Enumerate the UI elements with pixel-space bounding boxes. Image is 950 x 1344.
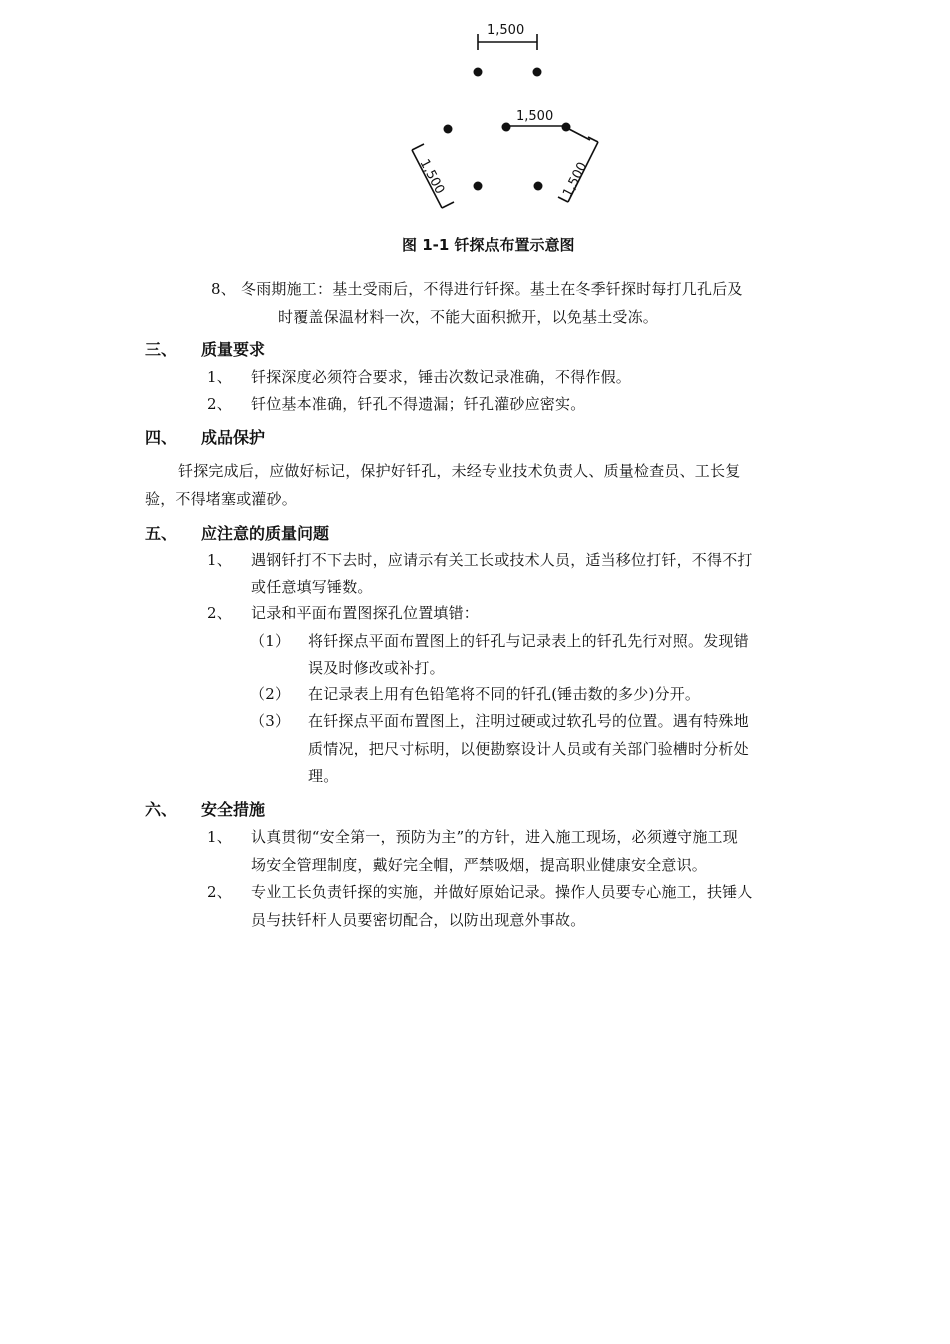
s5-sub-3-line3: 理。 <box>308 767 339 785</box>
probe-point <box>534 182 543 191</box>
section-3-title: 质量要求 <box>201 340 266 359</box>
s3-item-2-text: 钎位基本准确，钎孔不得遗漏；钎孔灌砂应密实。 <box>251 395 586 413</box>
s5-sub-3-number: （3） <box>250 712 291 730</box>
s5-item-1-number: 1、 <box>207 551 232 569</box>
dimension-top-label: 1,500 <box>487 23 525 38</box>
s6-item-1-number: 1、 <box>207 828 232 846</box>
probe-point <box>474 182 483 191</box>
dimension-left-label: 1,500 <box>416 156 448 197</box>
s3-item-1-number: 1、 <box>207 368 232 386</box>
figure-caption: 图 1-1 钎探点布置示意图 <box>402 236 575 254</box>
s5-item-2-text: 记录和平面布置图探孔位置填错： <box>251 604 480 622</box>
item-8-line2: 时覆盖保温材料一次，不能大面积掀开，以免基土受冻。 <box>278 308 659 326</box>
section-4-number: 四、 <box>145 428 178 447</box>
s5-sub-1-line1: 将钎探点平面布置图上的钎孔与记录表上的钎孔先行对照。发现错 <box>308 632 749 650</box>
s6-item-1-line1: 认真贯彻“安全第一，预防为主”的方针，进入施工现场，必须遵守施工现 <box>251 828 738 846</box>
s5-sub-1-line2: 误及时修改或补打。 <box>308 659 445 677</box>
s5-sub-3-line1: 在钎探点平面布置图上，注明过硬或过软孔号的位置。遇有特殊地 <box>308 712 749 730</box>
section-5-title: 应注意的质量问题 <box>201 524 330 543</box>
section-4-title: 成品保护 <box>201 428 266 447</box>
probe-point <box>533 68 542 77</box>
dimension-middle-label: 1,500 <box>516 109 554 124</box>
probe-point <box>562 123 571 132</box>
s4-paragraph-line2: 验，不得堵塞或灌砂。 <box>145 490 298 508</box>
s3-item-2-number: 2、 <box>207 395 232 413</box>
section-6-title: 安全措施 <box>201 800 266 819</box>
section-3-number: 三、 <box>145 340 178 359</box>
item-8-number: 8、 <box>211 280 236 298</box>
s6-item-2-line1: 专业工长负责钎探的实施，并做好原始记录。操作人员要专心施工，扶锤人 <box>251 883 753 901</box>
section-5-number: 五、 <box>145 524 178 543</box>
s5-item-2-number: 2、 <box>207 604 232 622</box>
probe-point <box>502 123 511 132</box>
s5-item-1-line2: 或任意填写锤数。 <box>251 578 373 596</box>
probe-point <box>474 68 483 77</box>
s5-sub-1-number: （1） <box>250 632 291 650</box>
item-8-line1: 冬雨期施工：基土受雨后，不得进行钎探。基土在冬季钎探时每打几孔后及 <box>241 280 743 298</box>
s5-sub-3-line2: 质情况，把尺寸标明，以便勘察设计人员或有关部门验槽时分析处 <box>308 740 749 758</box>
s3-item-1-text: 钎探深度必须符合要求，锤击次数记录准确，不得作假。 <box>251 368 632 386</box>
probe-layout-diagram <box>380 10 640 215</box>
s5-sub-2-number: （2） <box>250 685 291 703</box>
s6-item-2-line2: 员与扶钎杆人员要密切配合，以防出现意外事故。 <box>251 911 586 929</box>
s5-sub-2-text: 在记录表上用有色铅笔将不同的钎孔(锤击数的多少)分开。 <box>308 685 701 703</box>
s5-item-1-line1: 遇钢钎打不下去时，应请示有关工长或技术人员，适当移位打钎，不得不打 <box>251 551 753 569</box>
s6-item-1-line2: 场安全管理制度，戴好完全帽，严禁吸烟，提高职业健康安全意识。 <box>251 856 708 874</box>
s6-item-2-number: 2、 <box>207 883 232 901</box>
probe-point <box>444 125 453 134</box>
s4-paragraph-line1: 钎探完成后，应做好标记，保护好钎孔，未经专业技术负责人、质量检查员、工长复 <box>178 462 741 480</box>
section-6-number: 六、 <box>145 800 178 819</box>
dimension-right-label: 1,500 <box>560 159 591 200</box>
